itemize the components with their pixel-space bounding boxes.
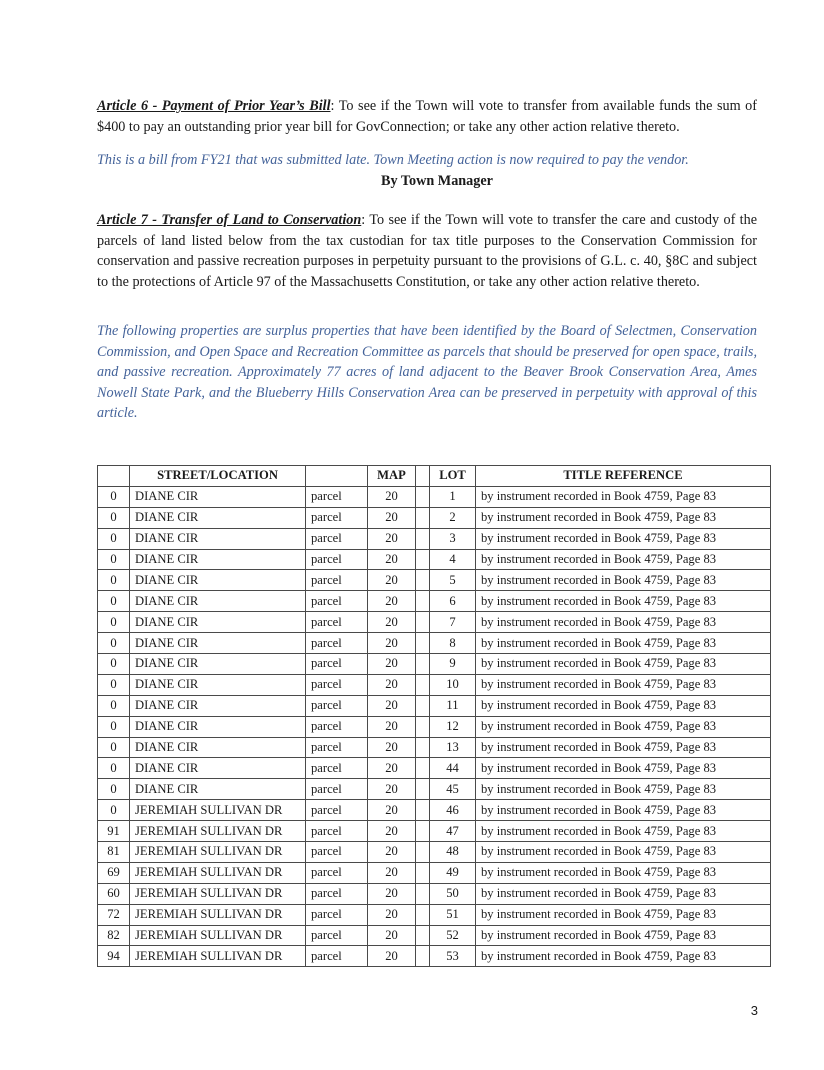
- cell-map: 20: [368, 883, 416, 904]
- cell-lot: 13: [430, 737, 476, 758]
- cell-title-reference: by instrument recorded in Book 4759, Page 83: [476, 821, 771, 842]
- cell-number: 0: [98, 779, 130, 800]
- cell-type: parcel: [306, 570, 368, 591]
- header-street-location: STREET/LOCATION: [130, 466, 306, 487]
- cell-gap: [416, 612, 430, 633]
- cell-street: DIANE CIR: [130, 549, 306, 570]
- cell-title-reference: by instrument recorded in Book 4759, Page 83: [476, 507, 771, 528]
- cell-type: parcel: [306, 507, 368, 528]
- cell-map: 20: [368, 758, 416, 779]
- cell-title-reference: by instrument recorded in Book 4759, Page 83: [476, 674, 771, 695]
- cell-lot: 52: [430, 925, 476, 946]
- cell-gap: [416, 946, 430, 967]
- cell-type: parcel: [306, 862, 368, 883]
- cell-gap: [416, 549, 430, 570]
- cell-street: DIANE CIR: [130, 633, 306, 654]
- table-row: [98, 758, 771, 779]
- table-row: [98, 883, 771, 904]
- cell-title-reference: by instrument recorded in Book 4759, Page 83: [476, 779, 771, 800]
- cell-lot: 46: [430, 800, 476, 821]
- cell-title-reference: by instrument recorded in Book 4759, Page 83: [476, 758, 771, 779]
- cell-gap: [416, 904, 430, 925]
- cell-gap: [416, 821, 430, 842]
- cell-street: DIANE CIR: [130, 528, 306, 549]
- cell-lot: 6: [430, 591, 476, 612]
- cell-map: 20: [368, 737, 416, 758]
- cell-lot: 9: [430, 654, 476, 675]
- cell-map: 20: [368, 946, 416, 967]
- cell-number: 82: [98, 925, 130, 946]
- cell-title-reference: by instrument recorded in Book 4759, Page 83: [476, 612, 771, 633]
- page-number: 3: [750, 1003, 758, 1018]
- cell-map: 20: [368, 862, 416, 883]
- cell-type: parcel: [306, 904, 368, 925]
- cell-type: parcel: [306, 779, 368, 800]
- cell-map: 20: [368, 674, 416, 695]
- cell-title-reference: by instrument recorded in Book 4759, Page 83: [476, 633, 771, 654]
- cell-gap: [416, 758, 430, 779]
- cell-number: 81: [98, 842, 130, 863]
- cell-type: parcel: [306, 946, 368, 967]
- cell-gap: [416, 654, 430, 675]
- cell-gap: [416, 674, 430, 695]
- cell-street: JEREMIAH SULLIVAN DR: [130, 904, 306, 925]
- cell-type: parcel: [306, 842, 368, 863]
- cell-street: DIANE CIR: [130, 486, 306, 507]
- cell-title-reference: by instrument recorded in Book 4759, Page 83: [476, 904, 771, 925]
- table-row: [98, 591, 771, 612]
- cell-number: 0: [98, 528, 130, 549]
- cell-gap: [416, 507, 430, 528]
- cell-gap: [416, 695, 430, 716]
- cell-street: DIANE CIR: [130, 779, 306, 800]
- cell-number: 0: [98, 591, 130, 612]
- cell-type: parcel: [306, 758, 368, 779]
- cell-type: parcel: [306, 821, 368, 842]
- cell-map: 20: [368, 842, 416, 863]
- cell-type: parcel: [306, 486, 368, 507]
- cell-street: JEREMIAH SULLIVAN DR: [130, 800, 306, 821]
- cell-type: parcel: [306, 883, 368, 904]
- cell-gap: [416, 716, 430, 737]
- table-row: [98, 633, 771, 654]
- cell-type: parcel: [306, 528, 368, 549]
- header-title-reference: TITLE REFERENCE: [476, 466, 771, 487]
- cell-title-reference: by instrument recorded in Book 4759, Page 83: [476, 654, 771, 675]
- cell-title-reference: by instrument recorded in Book 4759, Page 83: [476, 862, 771, 883]
- cell-lot: 8: [430, 633, 476, 654]
- cell-street: DIANE CIR: [130, 674, 306, 695]
- cell-street: DIANE CIR: [130, 737, 306, 758]
- table-body: [98, 486, 771, 966]
- table-row: [98, 570, 771, 591]
- cell-lot: 12: [430, 716, 476, 737]
- table-row: [98, 486, 771, 507]
- cell-map: 20: [368, 654, 416, 675]
- cell-lot: 3: [430, 528, 476, 549]
- table-row: [98, 612, 771, 633]
- cell-street: DIANE CIR: [130, 570, 306, 591]
- cell-type: parcel: [306, 716, 368, 737]
- cell-street: DIANE CIR: [130, 591, 306, 612]
- cell-street: JEREMIAH SULLIVAN DR: [130, 925, 306, 946]
- cell-map: 20: [368, 528, 416, 549]
- cell-type: parcel: [306, 633, 368, 654]
- cell-map: 20: [368, 925, 416, 946]
- cell-map: 20: [368, 695, 416, 716]
- cell-lot: 53: [430, 946, 476, 967]
- cell-title-reference: by instrument recorded in Book 4759, Page 83: [476, 883, 771, 904]
- cell-title-reference: by instrument recorded in Book 4759, Page 83: [476, 946, 771, 967]
- table-row: [98, 737, 771, 758]
- cell-street: DIANE CIR: [130, 612, 306, 633]
- cell-street: JEREMIAH SULLIVAN DR: [130, 883, 306, 904]
- cell-title-reference: by instrument recorded in Book 4759, Page 83: [476, 800, 771, 821]
- cell-title-reference: by instrument recorded in Book 4759, Page 83: [476, 528, 771, 549]
- cell-lot: 45: [430, 779, 476, 800]
- cell-map: 20: [368, 779, 416, 800]
- cell-street: JEREMIAH SULLIVAN DR: [130, 946, 306, 967]
- cell-lot: 2: [430, 507, 476, 528]
- cell-gap: [416, 800, 430, 821]
- cell-title-reference: by instrument recorded in Book 4759, Page 83: [476, 549, 771, 570]
- cell-street: JEREMIAH SULLIVAN DR: [130, 821, 306, 842]
- cell-number: 0: [98, 737, 130, 758]
- table-row: [98, 507, 771, 528]
- cell-lot: 11: [430, 695, 476, 716]
- cell-number: 0: [98, 716, 130, 737]
- cell-map: 20: [368, 633, 416, 654]
- cell-map: 20: [368, 612, 416, 633]
- cell-lot: 10: [430, 674, 476, 695]
- cell-type: parcel: [306, 612, 368, 633]
- cell-title-reference: by instrument recorded in Book 4759, Page 83: [476, 570, 771, 591]
- table-row: [98, 821, 771, 842]
- cell-type: parcel: [306, 695, 368, 716]
- cell-gap: [416, 528, 430, 549]
- article-7-heading: Article 7 - Transfer of Land to Conservation: [97, 212, 362, 228]
- cell-title-reference: by instrument recorded in Book 4759, Page 83: [476, 695, 771, 716]
- cell-number: 60: [98, 883, 130, 904]
- table-row: [98, 695, 771, 716]
- cell-type: parcel: [306, 654, 368, 675]
- cell-title-reference: by instrument recorded in Book 4759, Page 83: [476, 486, 771, 507]
- article-6-body: : To see if the Town will vote to transfer from available funds the sum of $400 to pay an outstanding prior year bill for GovConnection; or take any other action relative thereto.: [97, 98, 757, 135]
- cell-street: JEREMIAH SULLIVAN DR: [130, 862, 306, 883]
- table-row: [98, 654, 771, 675]
- cell-street: DIANE CIR: [130, 654, 306, 675]
- cell-lot: 7: [430, 612, 476, 633]
- cell-gap: [416, 842, 430, 863]
- cell-street: DIANE CIR: [130, 758, 306, 779]
- cell-gap: [416, 779, 430, 800]
- cell-title-reference: by instrument recorded in Book 4759, Page 83: [476, 716, 771, 737]
- table-row: [98, 862, 771, 883]
- cell-type: parcel: [306, 737, 368, 758]
- cell-type: parcel: [306, 925, 368, 946]
- cell-lot: 4: [430, 549, 476, 570]
- cell-lot: 1: [430, 486, 476, 507]
- table-header-row: [98, 466, 771, 487]
- cell-map: 20: [368, 591, 416, 612]
- header-gap: [416, 466, 430, 487]
- cell-number: 0: [98, 674, 130, 695]
- cell-lot: 51: [430, 904, 476, 925]
- article-7-body: : To see if the Town will vote to transfer the care and custody of the parcels of land listed below from the tax custodian for tax title purposes to the Conservation Commission for conservation and passive recreation purposes in perpetuity pursuant to the provisions of G.L. c. 40, §8C and subject to the protections of Article 97 of the Massachusetts Constitution, or take any other action relative thereto.: [97, 212, 758, 290]
- cell-lot: 50: [430, 883, 476, 904]
- cell-map: 20: [368, 716, 416, 737]
- cell-number: 0: [98, 570, 130, 591]
- cell-street: DIANE CIR: [130, 716, 306, 737]
- cell-title-reference: by instrument recorded in Book 4759, Page 83: [476, 591, 771, 612]
- cell-lot: 47: [430, 821, 476, 842]
- cell-lot: 48: [430, 842, 476, 863]
- cell-gap: [416, 591, 430, 612]
- header-map: MAP: [368, 466, 416, 487]
- cell-number: 0: [98, 695, 130, 716]
- table-row: [98, 904, 771, 925]
- cell-title-reference: by instrument recorded in Book 4759, Page 83: [476, 925, 771, 946]
- cell-number: 69: [98, 862, 130, 883]
- table-row: [98, 946, 771, 967]
- cell-gap: [416, 925, 430, 946]
- table-row: [98, 925, 771, 946]
- table-row: [98, 716, 771, 737]
- table-row: [98, 800, 771, 821]
- cell-gap: [416, 862, 430, 883]
- parcels-table: [97, 465, 771, 967]
- cell-map: 20: [368, 800, 416, 821]
- cell-map: 20: [368, 904, 416, 925]
- cell-number: 0: [98, 654, 130, 675]
- cell-number: 0: [98, 549, 130, 570]
- cell-type: parcel: [306, 674, 368, 695]
- table-row: [98, 842, 771, 863]
- cell-type: parcel: [306, 549, 368, 570]
- article-7-paragraph: [97, 210, 757, 292]
- header-number: [98, 466, 130, 487]
- cell-type: parcel: [306, 800, 368, 821]
- cell-type: parcel: [306, 591, 368, 612]
- cell-title-reference: by instrument recorded in Book 4759, Page 83: [476, 737, 771, 758]
- cell-number: 0: [98, 612, 130, 633]
- table-row: [98, 528, 771, 549]
- article-6-heading: Article 6 - Payment of Prior Year’s Bill: [97, 98, 331, 114]
- table-row: [98, 779, 771, 800]
- cell-gap: [416, 486, 430, 507]
- cell-street: DIANE CIR: [130, 507, 306, 528]
- cell-number: 0: [98, 633, 130, 654]
- cell-street: JEREMIAH SULLIVAN DR: [130, 842, 306, 863]
- header-type: [306, 466, 368, 487]
- cell-map: 20: [368, 821, 416, 842]
- cell-number: 0: [98, 800, 130, 821]
- cell-lot: 49: [430, 862, 476, 883]
- cell-lot: 44: [430, 758, 476, 779]
- article-7-note: The following properties are surplus properties that have been identified by the Board of Selectmen, Conservation Commission, and Open Space and Recreation Committee as parcels that should be preserved for open space, trails, and passive recreation. Approximately 77 acres of land adjacent to the Beaver Brook Conservation Area, Ames Nowell State Park, and the Blueberry Hills Conservation Area can be preserved in perpetuity with approval of this article.: [97, 323, 757, 422]
- article-6-paragraph: [97, 96, 757, 137]
- cell-title-reference: by instrument recorded in Book 4759, Page 83: [476, 842, 771, 863]
- cell-map: 20: [368, 486, 416, 507]
- cell-number: 0: [98, 507, 130, 528]
- cell-number: 94: [98, 946, 130, 967]
- cell-number: 72: [98, 904, 130, 925]
- cell-number: 0: [98, 486, 130, 507]
- cell-map: 20: [368, 549, 416, 570]
- cell-lot: 5: [430, 570, 476, 591]
- table-row: [98, 674, 771, 695]
- cell-map: 20: [368, 507, 416, 528]
- article-6-byline: By Town Manager: [381, 173, 493, 189]
- cell-gap: [416, 737, 430, 758]
- article-6-note: This is a bill from FY21 that was submitted late. Town Meeting action is now required to pay the vendor.: [97, 152, 689, 168]
- cell-gap: [416, 570, 430, 591]
- table-row: [98, 549, 771, 570]
- cell-number: 0: [98, 758, 130, 779]
- header-lot: LOT: [430, 466, 476, 487]
- cell-gap: [416, 633, 430, 654]
- cell-number: 91: [98, 821, 130, 842]
- cell-gap: [416, 883, 430, 904]
- cell-map: 20: [368, 570, 416, 591]
- cell-street: DIANE CIR: [130, 695, 306, 716]
